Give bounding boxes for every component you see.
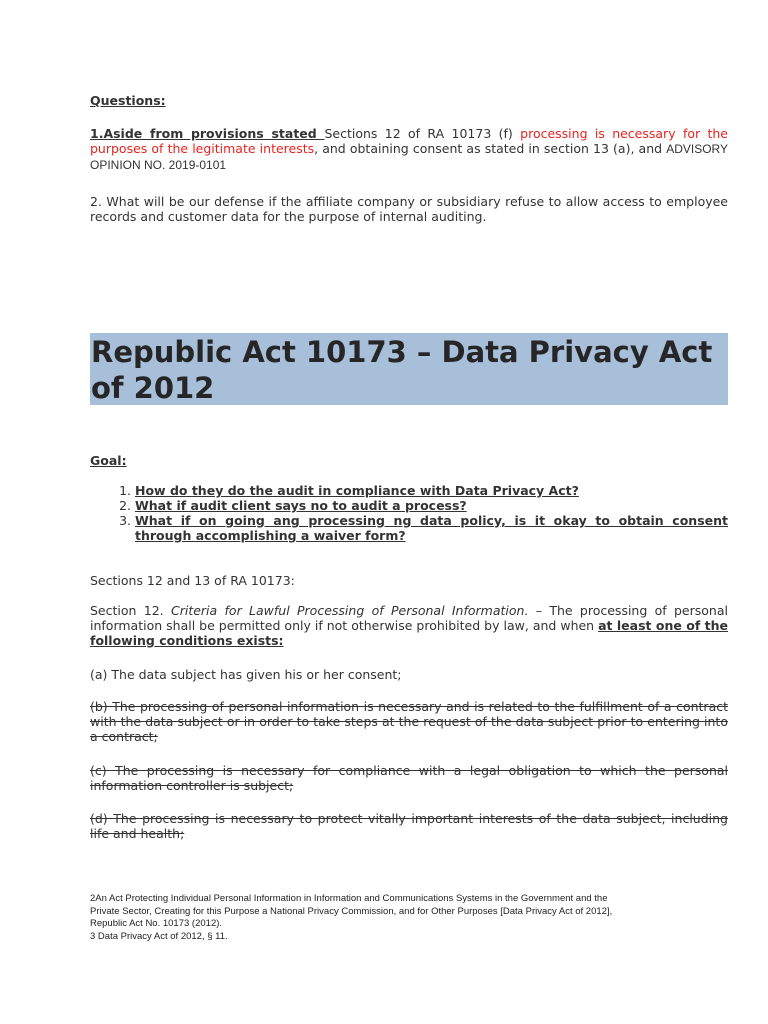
question-1-advisory: ADVISORY OPINION NO. 2019-0101 [90,142,728,172]
condition-b: (b) The processing of personal information is necessary and is related to the fulfillment of a contract with the data subject or in order to take steps at the request of the data subject prior to entering into a contract; [90,699,728,744]
question-1-part2: , and obtaining consent as stated in section 13 (a), and [314,141,667,156]
footnote-line: Republic Act No. 10173 (2012). [90,918,223,929]
section-12-emphasis: at least one of the following conditions exists: [90,618,728,648]
question-1-red-text: processing is necessary for the purposes of the legitimate interests [90,126,729,156]
condition-c: (c) The processing is necessary for compliance with a legal obligation to which the personal information controller is subject; [90,763,728,793]
section-12-body: – The processing of personal information shall be permitted only if not otherwise prohibited by law, and when [90,603,728,633]
footnote-line: Private Sector, Creating for this Purpose a National Privacy Commission, and for Other Purposes [Data Privacy Act of 2012], [90,905,613,917]
footnote-line: 2An Act Protecting Individual Personal Information in Information and Communications Systems in the Government and the [90,893,608,904]
document-title: Republic Act 10173 – Data Privacy Act of 2012 [91,335,713,405]
question-1 [90,126,728,173]
section-12-prefix: Section 12. [90,603,171,618]
goal-list [90,483,728,543]
questions-heading: Questions: [90,93,166,108]
goal-item-1: 1. How do they do the audit in compliance with Data Privacy Act? [135,483,728,498]
footnote-line: 3 Data Privacy Act of 2012, § 11. [90,930,228,942]
goal-item-3: 3. What if on going ang processing ng data policy, is it okay to obtain consent through accomplishing a waiver form? [135,513,728,543]
footnotes [90,893,690,943]
section-12-italic-title: Criteria for Lawful Processing of Personal Information. [170,603,529,618]
question-1-part1: Sections 12 of RA 10173 (f) [324,126,521,141]
goal-item-2: 2. What if audit client says no to audit a process? [135,498,728,513]
question-1-lead: 1.Aside from provisions stated [90,126,325,141]
sections-heading: Sections 12 and 13 of RA 10173: [90,573,295,588]
question-2: 2. What will be our defense if the affiliate company or subsidiary refuse to allow access to employee records and customer data for the purpose of internal auditing. [90,194,728,224]
condition-a: (a) The data subject has given his or her consent; [90,667,402,682]
section-12-paragraph [90,603,728,648]
condition-d: (d) The processing is necessary to protect vitally important interests of the data subject, including life and health; [90,811,728,841]
goal-heading: Goal: [90,453,127,468]
